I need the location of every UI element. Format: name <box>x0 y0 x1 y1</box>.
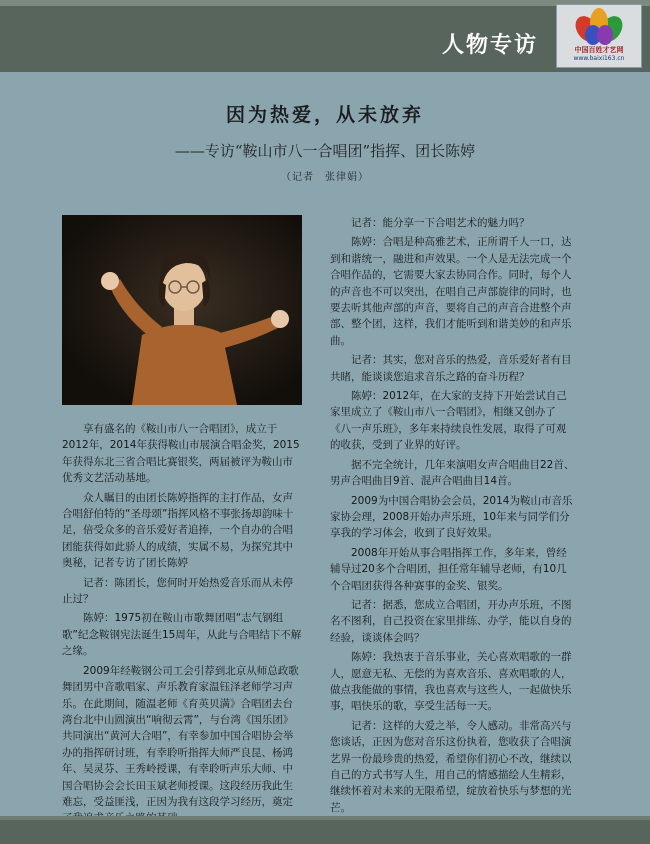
paragraph: 记者：能分享一下合唱艺术的魅力吗？ <box>351 217 530 229</box>
paragraph: 记者：据悉，您成立合唱团，开办声乐班，不图名不图利，自己投资在家里排练、办学，能以自身的经验，谈谈体会吗？ <box>330 598 572 644</box>
footer-line <box>0 816 650 820</box>
paragraph: 记者：这样的大爱之举，令人感动。非常高兴与您谈话，正因为您对音乐这份执着，您收获了合唱演艺界一份最珍贵的热爱，希望你们初心不改，继续以自己的方式书写人生，用自己的情感描绘人生精彩，继续怀着对未来的无限希望，绽放着快乐与梦想的光芒。 <box>330 719 572 814</box>
conductor-photo-art <box>62 215 302 405</box>
paragraph: 据不完全统计，几年来演唱女声合唱曲目22首、男声合唱曲目9首、混声合唱曲目14首。 <box>330 458 575 488</box>
paragraph: 2008年开始从事合唱指挥工作，多年来，曾经辅导过20多个合唱团，担任常年辅导老师，有10几个合唱团获得各种赛事的金奖、银奖。 <box>330 546 567 592</box>
paragraph: 陈婷：我热衷于音乐事业，关心喜欢唱歌的一群人，愿意无私、无偿的为喜欢音乐、喜欢唱歌的人，做点我能做的事情，我也喜欢与这些人，一起做快乐事，唱快乐的歌，享受生活每一天。 <box>330 651 572 713</box>
header-band <box>0 0 650 72</box>
article-subtitle: ——专访“鞍山市八一合唱团”指挥、团长陈婷 <box>174 142 476 160</box>
paragraph: 记者：其实，您对音乐的热爱，音乐爱好者有目共睹，能谈谈您追求音乐之路的奋斗历程？ <box>330 354 572 383</box>
paragraph: 记者：陈团长，您何时开始热爱音乐而从未停止过？ <box>62 576 293 606</box>
logo-name: 中国百姓才艺网 <box>574 46 624 54</box>
paragraph: 陈婷：1975初在鞍山市歌舞团唱“志气钢组歌”纪念鞍钢宪法诞生15周年，从此与合唱结下不解之缘。 <box>62 612 302 658</box>
left-column <box>62 421 302 830</box>
section-title: 人物专访 <box>441 33 538 58</box>
article-byline: （记者 张律娟） <box>281 172 369 183</box>
logo-url: www.baixi163.cn <box>573 55 625 62</box>
paragraph: 众人瞩目的由团长陈婷指挥的主打作品，女声合唱舒伯特的“圣母颂”指挥风格不事张扬却韵味十足，倍受众多的音乐爱好者追捧，一个自办的合唱团能获得如此骄人的成绩，实属不易，为探究其中奥秘，记者专访了团长陈婷 <box>62 491 294 570</box>
paragraph: 陈婷：2012年，在大家的支持下开始尝试自己家里成立了《鞍山市八一合唱团》，相继又创办了《八一声乐班》，多年来持续良性发展，取得了可观的收获，受到了业界的好评。 <box>330 390 567 452</box>
paragraph: 享有盛名的《鞍山市八一合唱团》，成立于2012年，2014年获得鞍山市展演合唱金奖，2015年获得东北三省合唱比赛银奖，两届被评为鞍山市优秀文艺活动基地。 <box>62 423 300 485</box>
right-column <box>330 215 576 819</box>
paragraph: 陈婷：合唱是种高雅艺术，正所谓千人一口，达到和谐统一，融进和声效果。一个人是无法完成一个合唱作品的，它需要大家去协同合作。同时，每个人的声音也不可以突出，在唱自己声部旋律的同时，也要去听其他声部的声音，要将自己的声音合进整个声部、整个团，这样，我们才能听到和谐美妙的和声乐曲。 <box>330 236 572 347</box>
article-title: 因为热爱，从未放弃 <box>225 104 424 126</box>
header-top-line <box>0 0 650 6</box>
flower-logo-icon <box>571 7 627 47</box>
footer-band <box>0 816 650 844</box>
conductor-photo <box>62 215 302 405</box>
paragraph: 2009年经鞍钢公司工会引荐到北京从师总政歌舞团男中音歌唱家、声乐教育家温钰泽老师学习声乐。在此期间，随温老师《育英贝满》合唱团去台湾台北中山圆演出“响彻云霄”，与台湾《国乐团》共同演出“黄河大合唱”，有幸参加中国合唱协会举办的指挥研讨班，有幸聆听指挥大师严良昆、杨鸿年、吴灵芬、王秀岭授课，有幸聆听声乐大师、中国合唱协会会长田玉斌老师授课。这段经历我此生难忘，受益匪浅，正因为我有这段学习经历，奠定 <box>62 664 299 808</box>
paragraph: 2009为中国合唱协会会员，2014为鞍山市音乐家协会理，2008开始办声乐班，10年来与同学们分享我的学习体会，收到了良好效果。 <box>330 494 573 540</box>
site-logo[interactable] <box>556 4 642 68</box>
